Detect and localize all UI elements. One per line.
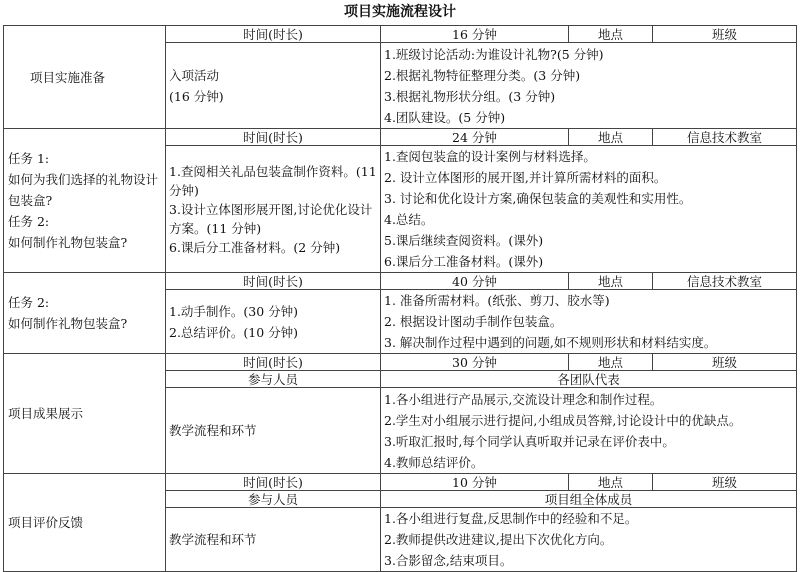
detail-item: 3. 解决制作过程中遇到的问题,如不规则形状和材料结实度。 [384, 335, 717, 350]
detail-cell [381, 388, 797, 474]
section-name: 项目实施准备 [4, 26, 166, 129]
detail-cell [381, 508, 797, 572]
section-name: 任务 1: 如何为我们选择的礼物设计包装盒? 任务 2: 如何制作礼物包装盒? [4, 129, 166, 273]
flow-label: 教学流程和环节 [166, 508, 381, 572]
location: 班级 [653, 474, 797, 491]
section-name: 项目评价反馈 [4, 474, 166, 572]
duration: 10 分钟 [381, 474, 569, 491]
time-label: 时间(时长) [166, 474, 381, 491]
detail-item: 1.各小组进行复盘,反思制作中的经验和不足。 [384, 511, 638, 526]
location-label: 地点 [569, 354, 653, 371]
flow-label: 教学流程和环节 [166, 388, 381, 474]
location: 班级 [653, 26, 797, 43]
detail-item: 1.查阅包装盒的设计案例与材料选择。 [384, 149, 596, 164]
detail-item: 1.班级讨论活动:为谁设计礼物?(5 分钟) [384, 46, 604, 62]
detail-cell [381, 290, 797, 354]
participants-label: 参与人员 [166, 491, 381, 508]
participants: 项目组全体成员 [381, 491, 797, 508]
activity-cell: 入项活动 (16 分钟) [166, 43, 381, 129]
location: 信息技术教室 [653, 129, 797, 146]
location-label: 地点 [569, 129, 653, 146]
detail-item: 6.课后分工准备材料。(课外) [384, 254, 544, 269]
activity-cell: 1.动手制作。(30 分钟) 2.总结评价。(10 分钟) [166, 290, 381, 354]
flow-table [3, 25, 797, 572]
detail-item: 2. 根据设计图动手制作包装盒。 [384, 314, 563, 329]
detail-item: 2.根据礼物特征整理分类。(3 分钟) [384, 67, 581, 83]
detail-cell [381, 43, 797, 129]
time-label: 时间(时长) [166, 273, 381, 290]
participants-label: 参与人员 [166, 371, 381, 388]
detail-item: 5.课后继续查阅资料。(课外) [384, 233, 544, 248]
detail-item: 3.根据礼物形状分组。(3 分钟) [384, 88, 556, 104]
detail-item: 2.学生对小组展示进行提问,小组成员答辩,讨论设计中的优缺点。 [384, 412, 742, 428]
duration: 16 分钟 [381, 26, 569, 43]
detail-item: 1. 准备所需材料。(纸张、剪刀、胶水等) [384, 293, 610, 308]
detail-item: 2. 设计立体图形的展开图,并计算所需材料的面积。 [384, 170, 667, 185]
detail-item: 4.团队建设。(5 分钟) [384, 109, 506, 125]
detail-item: 4.总结。 [384, 212, 434, 227]
detail-item: 4.教师总结评价。 [384, 454, 484, 470]
location: 班级 [653, 354, 797, 371]
page-title: 项目实施流程设计 [344, 4, 456, 20]
section-name: 项目成果展示 [4, 354, 166, 474]
duration: 24 分钟 [381, 129, 569, 146]
section-name: 任务 2: 如何制作礼物包装盒? [4, 273, 166, 354]
time-label: 时间(时长) [166, 354, 381, 371]
activity-cell: 1.查阅相关礼品包装盒制作资料。(11 分钟) 3.设计立体图形展开图,讨论优化设计方案。(11 分钟) 6.课后分工准备材料。(2 分钟) [166, 146, 381, 273]
detail-item: 3.听取汇报时,每个同学认真听取并记录在评价表中。 [384, 433, 675, 449]
detail-item: 2.教师提供改进建议,提出下次优化方向。 [384, 532, 613, 547]
time-label: 时间(时长) [166, 129, 381, 146]
time-label: 时间(时长) [166, 26, 381, 43]
duration: 30 分钟 [381, 354, 569, 371]
participants: 各团队代表 [381, 371, 797, 388]
detail-item: 3.合影留念,结束项目。 [384, 553, 513, 568]
location-label: 地点 [569, 474, 653, 491]
location: 信息技术教室 [653, 273, 797, 290]
location-label: 地点 [569, 26, 653, 43]
location-label: 地点 [569, 273, 653, 290]
detail-cell [381, 146, 797, 273]
detail-item: 1.各小组进行产品展示,交流设计理念和制作过程。 [384, 391, 663, 407]
detail-item: 3. 讨论和优化设计方案,确保包装盒的美观性和实用性。 [384, 191, 692, 206]
duration: 40 分钟 [381, 273, 569, 290]
